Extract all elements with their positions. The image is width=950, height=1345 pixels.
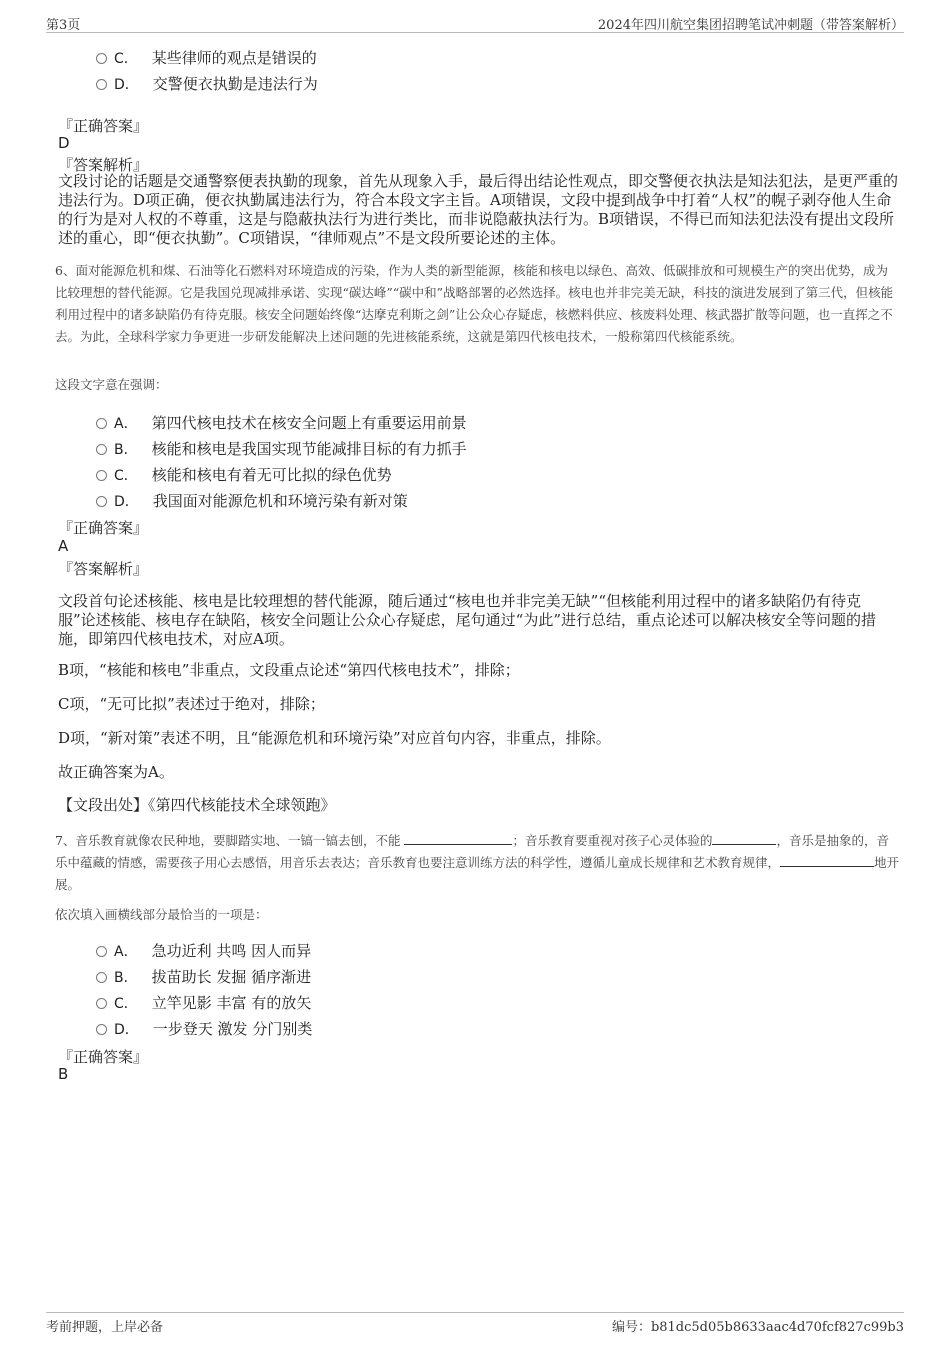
radio-icon[interactable]: [96, 444, 107, 455]
q6-analysis-p3: C项，“无可比拟”表述过于绝对，排除；: [58, 695, 325, 713]
q5-answer: D: [58, 134, 70, 152]
radio-icon[interactable]: [96, 470, 107, 481]
q7-option-a[interactable]: A． 急功近利 共鸣 因人而异: [96, 940, 311, 962]
q7-option-c[interactable]: C． 立竿见影 丰富 有的放矢: [96, 992, 311, 1014]
radio-icon[interactable]: [96, 946, 107, 957]
q7-answer: B: [58, 1065, 69, 1083]
q5-analysis-text: 文段讨论的话题是交通警察便表执勤的现象，首先从现象入手，最后得出结论性观点，即交警便衣执法是知法犯法，是更严重的违法行为。D项正确，便衣执勤属违法行为，符合本段文字主旨。A项错误，文段中提到战争中打着“人权”的幌子剥夺他人生命的行为是对人权的不尊重，这是与隐蔽执法行为进行类比，而非说隐蔽执法行为。B项错误，不得已而知法犯法没有提出文段所述的重心，即“便衣执勤”。C项错误，“律师观点”不是文段所要论述的主体。: [58, 172, 899, 247]
q6-option-a[interactable]: A． 第四代核电技术在核安全问题上有重要运用前景: [96, 412, 467, 434]
q7-correct-label: 『正确答案』: [58, 1048, 149, 1066]
q6-source: 【文段出处】《第四代核能技术全球领跑》: [58, 796, 336, 814]
radio-icon[interactable]: [96, 418, 107, 429]
page-header: [46, 14, 904, 33]
q5-correct-label: 『正确答案』: [58, 117, 149, 135]
q6-option-c[interactable]: C． 核能和核电有着无可比拟的绿色优势: [96, 464, 392, 486]
q6-option-d[interactable]: D． 我国面对能源危机和环境污染有新对策: [96, 490, 408, 512]
q7-stem-part2: ；音乐教育要重视对孩子心灵体验的: [512, 833, 713, 848]
q6-analysis-p4: D项，“新对策”表述不明，且“能源危机和环境污染”对应首句内容，非重点，排除。: [58, 729, 611, 747]
radio-icon[interactable]: [96, 53, 107, 64]
document-title: 2024年四川航空集团招聘笔试冲刺题（带答案解析）: [597, 18, 904, 33]
q7-stem-part4: 地开展。: [55, 855, 900, 892]
q5-analysis-label: 『答案解析』: [58, 156, 149, 174]
radio-icon[interactable]: [96, 1024, 107, 1035]
q7-blank-1[interactable]: [404, 830, 512, 845]
q6-answer: A: [58, 537, 69, 555]
footer-slogan: 考前押题，上岸必备: [46, 1320, 164, 1335]
q7-stem-part3: ，音乐是抽象的，音乐中蕴藏的情感，需要孩子用心去感悟，用音乐去表达；音乐教育也要注意训练方法的科学性，遵循儿童成长规律和艺术教育规律，: [55, 833, 889, 870]
q5-option-c[interactable]: C． 某些律师的观点是错误的: [96, 47, 317, 69]
radio-icon[interactable]: [96, 972, 107, 983]
q7-prompt: 依次填入画横线部分最恰当的一项是：: [55, 907, 268, 922]
q6-prompt: 这段文字意在强调：: [55, 377, 168, 392]
q6-correct-label: 『正确答案』: [58, 519, 149, 537]
q7-option-b[interactable]: B． 拔苗助长 发掘 循序渐进: [96, 966, 311, 988]
q7-option-d[interactable]: D． 一步登天 激发 分门别类: [96, 1018, 312, 1040]
q7-blank-3[interactable]: [780, 852, 874, 867]
q7-stem: [55, 830, 900, 896]
q5-option-d[interactable]: D． 交警便衣执勤是违法行为: [96, 73, 318, 95]
radio-icon[interactable]: [96, 496, 107, 507]
document-id: 编号：b81dc5d05b8633aac4d70fcf827c99b3: [611, 1320, 904, 1335]
q6-analysis-p5: 故正确答案为A。: [58, 763, 174, 781]
q7-stem-part1: 7、音乐教育就像农民种地，要脚踏实地、一镐一镐去刨，不能: [55, 833, 401, 848]
page-number: 第3页: [46, 18, 81, 33]
q7-blank-2[interactable]: [712, 830, 776, 845]
q6-stem: 6、面对能源危机和煤、石油等化石燃料对环境造成的污染，作为人类的新型能源，核能和核电以绿色、高效、低碳排放和可规模生产的突出优势，成为比较理想的替代能源。它是我国兑现减排承诺、实现“碳达峰”“碳中和”战略部署的必然选择。核电也并非完美无缺，科技的演进发展到了第三代，但核能利用过程中的诸多缺陷仍有待克服。核安全问题始终像“达摩克利斯之剑”让公众心存疑虑，核燃料供应、核废料处理、核武器扩散等问题，也一直挥之不去。为此，全球科学家力争更进一步研发能解决上述问题的先进核能系统，这就是第四代核电技术，一般称第四代核能系统。: [55, 263, 894, 344]
q6-analysis-p1: 文段首句论述核能、核电是比较理想的替代能源，随后通过“核电也并非完美无缺”“但核能利用过程中的诸多缺陷仍有待克服”论述核能、核电存在缺陷，核安全问题让公众心存疑虑，尾句通过“为此”进行总结，重点论述可以解决核安全等问题的措施，即第四代核电技术，对应A项。: [58, 592, 877, 648]
radio-icon[interactable]: [96, 998, 107, 1009]
q6-analysis-label: 『答案解析』: [58, 560, 149, 578]
page-footer: [46, 1312, 904, 1335]
q6-analysis-p2: B项，“核能和核电”非重点，文段重点论述“第四代核电技术”，排除；: [58, 661, 520, 679]
q6-option-b[interactable]: B． 核能和核电是我国实现节能减排目标的有力抓手: [96, 438, 467, 460]
radio-icon[interactable]: [96, 79, 107, 90]
